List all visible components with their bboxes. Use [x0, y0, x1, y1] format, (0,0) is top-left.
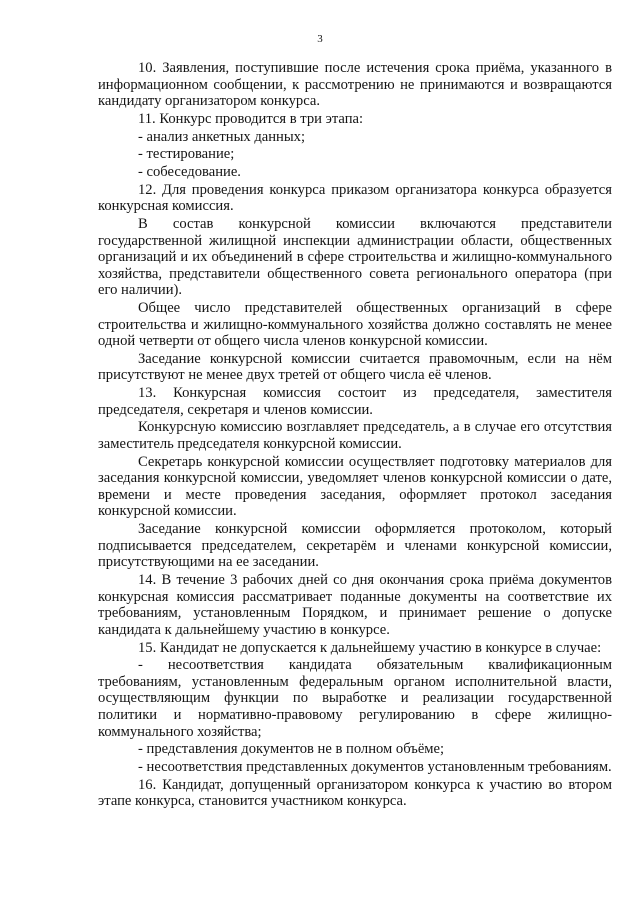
chairman-paragraph: Конкурсную комиссию возглавляет председатель, а в случае его отсутствия заместитель председателя конкурсной комиссии. — [98, 419, 612, 452]
clause-14: 14. В течение 3 рабочих дней со дня окончания срока приёма документов конкурсная комиссия рассматривает поданные документы на соответствие их требованиям, установленным Порядком, и принимает решение о допуске кандидата к дальнейшему участию в конкурсе. — [98, 572, 612, 638]
quorum-paragraph: Заседание конкурсной комиссии считается правомочным, если на нём присутствуют не менее двух третей от общего числа её членов. — [98, 350, 612, 384]
clause-16: 16. Кандидат, допущенный организатором конкурса к участию во втором этапе конкурса, становится участником конкурса. — [98, 776, 612, 810]
clause-11: 11. Конкурс проводится в три этапа: — [138, 110, 364, 127]
stage-item-1: - анализ анкетных данных; — [138, 128, 306, 145]
protocol-paragraph: Заседание конкурсной комиссии оформляется протоколом, который подписывается председателем, секретарём и членами конкурсной комиссии, присутствующими на ее заседании. — [98, 521, 612, 571]
clause-13: 13. Конкурсная комиссия состоит из председателя, заместителя председателя, секретаря и членов комиссии. — [98, 385, 612, 418]
reject-reason-2: - представления документов не в полном объёме; — [138, 741, 445, 758]
commission-composition: В состав конкурсной комиссии включаются представители государственной жилищной инспекции администрации области, общественных организаций и их объединений в сфере строительства и жилищно-коммунального хозяйства, представители общественного совета регионального оператора (при его наличии). — [98, 215, 612, 299]
reject-reason-3: - несоответствия представленных документов установленным требованиям. — [138, 758, 612, 775]
document-body — [98, 60, 612, 811]
secretary-paragraph: Секретарь конкурсной комиссии осуществляет подготовку материалов для заседания конкурсной комиссии, уведомляет членов конкурсной комиссии о дате, времени и месте проведения заседания, оформляет протокол заседания конкурсной комиссии. — [98, 453, 612, 520]
public-representatives-share: Общее число представителей общественных организаций в сфере строительства и жилищно-коммунального хозяйства должно составлять не менее одной четверти от общего числа членов конкурсной комиссии. — [98, 299, 612, 350]
stage-item-3: - собеседование. — [138, 163, 241, 180]
page-number: 3 — [317, 33, 323, 45]
reject-reason-1: - несоответствия кандидата обязательным квалификационным требованиям, установленным федеральным органом исполнительной власти, осуществляющим функции по выработке и реализации государственной политики и нормативно-правовому регулированию в сфере жилищно-коммунального хозяйства; — [98, 657, 612, 740]
stage-item-2: - тестирование; — [138, 146, 235, 163]
clause-15: 15. Кандидат не допускается к дальнейшему участию в конкурсе в случае: — [138, 639, 602, 656]
clause-12: 12. Для проведения конкурса приказом организатора конкурса образуется конкурсная комиссия. — [98, 181, 612, 215]
clause-10: 10. Заявления, поступившие после истечения срока приёма, указанного в информационном сообщении, к рассмотрению не принимаются и возвращаются кандидату организатором конкурса. — [98, 60, 612, 110]
